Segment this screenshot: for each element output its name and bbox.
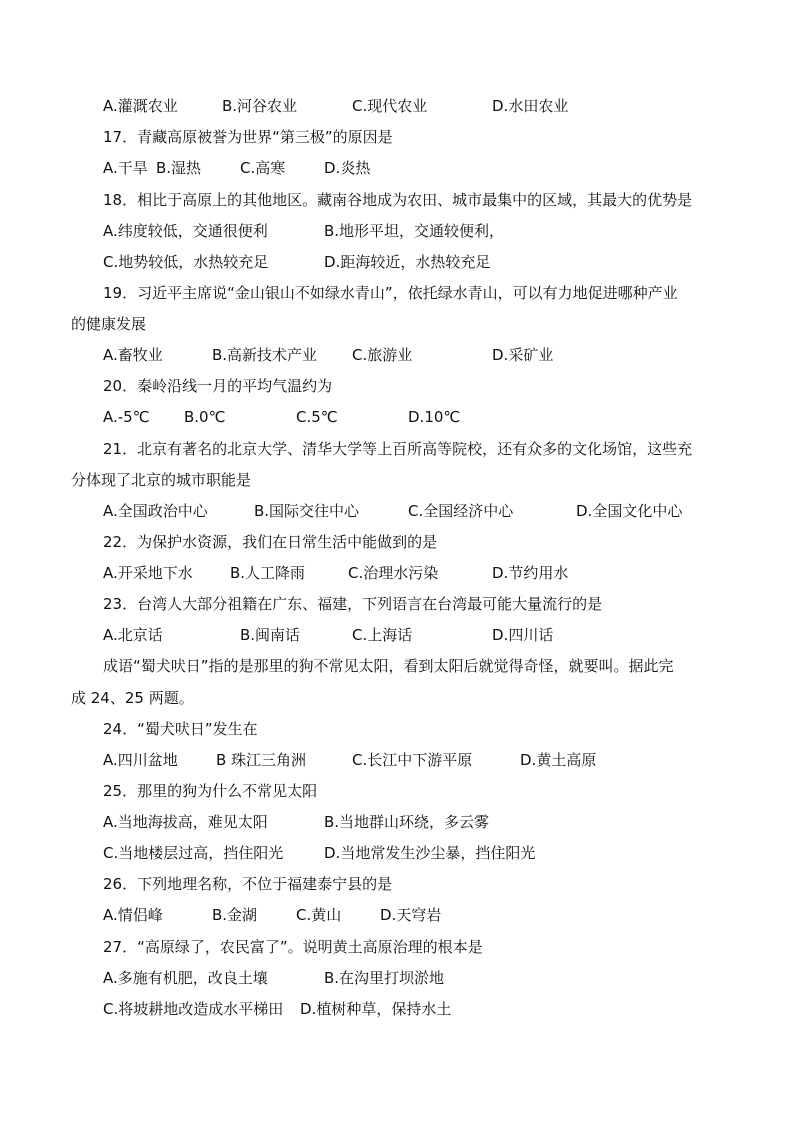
- q27-stem: 27．“高原绿了，农民富了”。说明黄土高原治理的根本是: [103, 938, 483, 956]
- q25-stem: 25．那里的狗为什么不常见太阳: [103, 782, 318, 800]
- q25-option-b: B.当地群山环绕，多云雾: [324, 813, 490, 831]
- q24-option-d: D.黄土高原: [520, 751, 597, 769]
- q17-stem: 17．青藏高原被誉为世界“第三极”的原因是: [103, 128, 393, 146]
- q23-option-c: C.上海话: [352, 626, 413, 644]
- q23-option-d: D.四川话: [492, 626, 554, 644]
- intro-line2: 成 24、25 两题。: [71, 689, 194, 707]
- q21-option-a: A.全国政治中心: [103, 502, 208, 520]
- q22-option-b: B.人工降雨: [230, 564, 306, 582]
- intro-line1: 成语“蜀犬吠日”指的是那里的狗不常见太阳，看到太阳后就觉得奇怪，就要叫。据此完: [103, 657, 674, 675]
- q19-option-b: B.高新技术产业: [212, 346, 318, 364]
- q20-option-d: D.10℃: [408, 408, 461, 426]
- q21-option-b: B.国际交往中心: [254, 502, 360, 520]
- q26-option-d: D.天穹岩: [380, 906, 442, 924]
- q19-option-c: C.旅游业: [352, 346, 413, 364]
- q17-option-b: B.湿热: [156, 159, 202, 177]
- q18-option-a: A.纬度较低，交通很便利: [103, 222, 268, 240]
- q27-option-a: A.多施有机肥，改良土壤: [103, 969, 268, 987]
- q25-option-c: C.当地楼层过高，挡住阳光: [103, 844, 284, 862]
- q25-option-d: D.当地常发生沙尘暴，挡住阳光: [324, 844, 536, 862]
- q17-option-c: C.高寒: [240, 159, 286, 177]
- q16-option-d: D.水田农业: [492, 97, 569, 115]
- q19-stem-line1: 19．习近平主席说“金山银山不如绿水青山”，依托绿水青山，可以有力地促进哪种产业: [103, 284, 678, 302]
- q26-stem: 26．下列地理名称，不位于福建泰宁县的是: [103, 875, 393, 893]
- q20-option-b: B.0℃: [184, 408, 226, 426]
- q20-option-a: A.-5℃: [103, 408, 150, 426]
- q20-stem: 20．秦岭沿线一月的平均气温约为: [103, 377, 333, 395]
- q27-option-b: B.在沟里打坝淤地: [324, 969, 445, 987]
- q23-option-a: A.北京话: [103, 626, 163, 644]
- q26-option-c: C.黄山: [296, 906, 342, 924]
- q18-stem: 18．相比于高原上的其他地区。藏南谷地成为农田、城市最集中的区域，其最大的优势是: [103, 191, 693, 209]
- q26-option-b: B.金湖: [212, 906, 258, 924]
- q18-option-d: D.距海较近，水热较充足: [324, 253, 491, 271]
- q17-option-d: D.炎热: [324, 159, 371, 177]
- q24-option-b: B 珠江三角洲: [216, 751, 307, 769]
- q22-stem: 22．为保护水资源，我们在日常生活中能做到的是: [103, 533, 438, 551]
- q22-option-c: C.治理水污染: [348, 564, 439, 582]
- q18-option-b: B.地形平坦，交通较便利，: [324, 222, 505, 240]
- q16-option-b: B.河谷农业: [222, 97, 298, 115]
- q27-option-c: C.将坡耕地改造成水平梯田: [103, 1000, 284, 1018]
- q23-stem: 23．台湾人大部分祖籍在广东、福建，下列语言在台湾最可能大量流行的是: [103, 595, 603, 613]
- q16-option-c: C.现代农业: [352, 97, 428, 115]
- q24-option-c: C.长江中下游平原: [352, 751, 473, 769]
- q19-option-a: A.畜牧业: [103, 346, 163, 364]
- q19-option-d: D.采矿业: [492, 346, 554, 364]
- q19-stem-line2: 的健康发展: [71, 315, 147, 333]
- q24-option-a: A.四川盆地: [103, 751, 178, 769]
- q18-option-c: C.地势较低，水热较充足: [103, 253, 269, 271]
- q26-option-a: A.情侣峰: [103, 906, 163, 924]
- q24-stem: 24．“蜀犬吠日”发生在: [103, 720, 258, 738]
- q21-option-d: D.全国文化中心: [576, 502, 683, 520]
- q21-option-c: C.全国经济中心: [408, 502, 514, 520]
- q20-option-c: C.5℃: [296, 408, 338, 426]
- q21-stem-line1: 21．北京有著名的北京大学、清华大学等上百所高等院校，还有众多的文化场馆，这些充: [103, 440, 693, 458]
- q25-option-a: A.当地海拔高，难见太阳: [103, 813, 268, 831]
- q17-option-a: A.干旱: [103, 159, 148, 177]
- q16-option-a: A.灌溉农业: [103, 97, 178, 115]
- q22-option-a: A.开采地下水: [103, 564, 193, 582]
- q22-option-d: D.节约用水: [492, 564, 569, 582]
- q23-option-b: B.闽南话: [240, 626, 301, 644]
- q21-stem-line2: 分体现了北京的城市职能是: [71, 471, 252, 489]
- q27-option-d: D.植树种草，保持水土: [300, 1000, 452, 1018]
